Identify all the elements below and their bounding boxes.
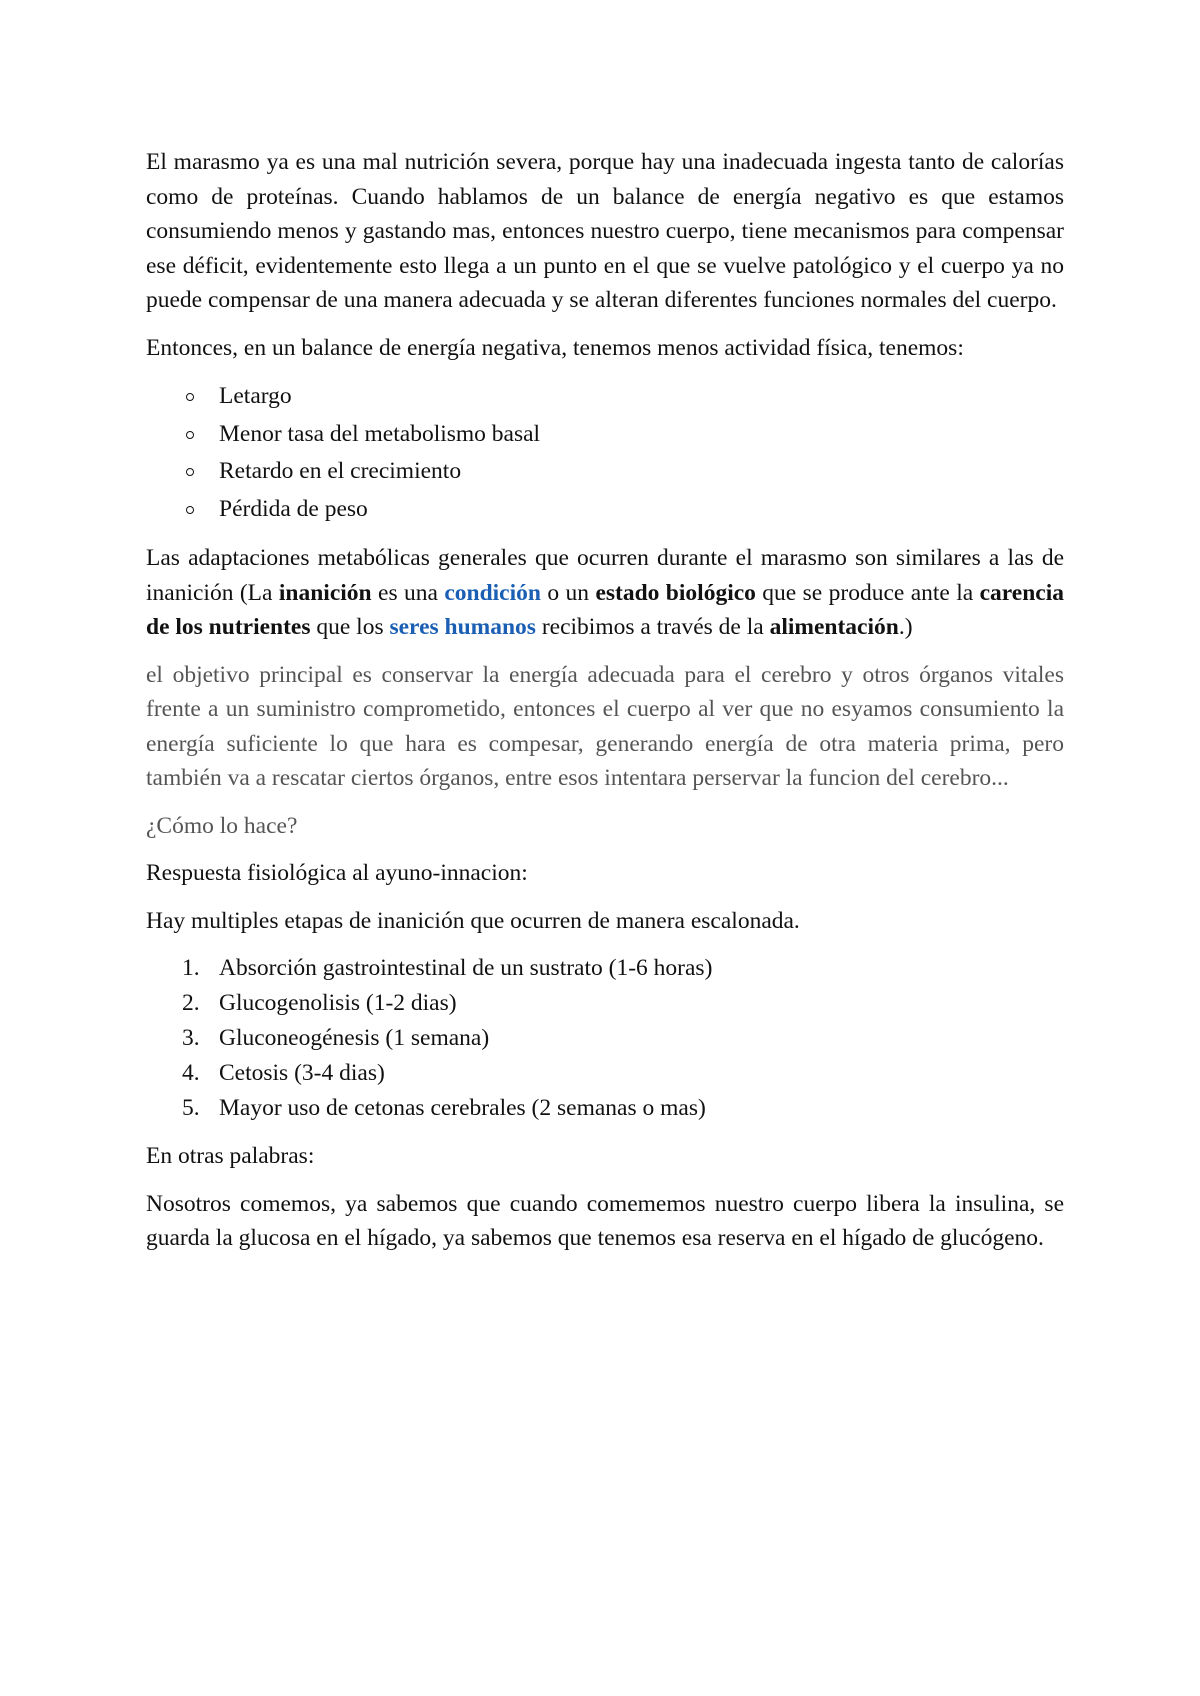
list-item-text: Glucogenolisis (1-2 dias) [219,990,457,1016]
list-item [146,1091,1064,1126]
list-item [146,951,1064,986]
text-run: recibimos a través de la [535,614,770,640]
paragraph-nosotros-comemos: Nosotros comemos, ya sabemos que cuando comememos nuestro cuerpo libera la insulina, se guarda la glucosa en el hígado, ya sabemos que tenemos esa reserva en el hígado de glucógeno. [146,1190,1064,1251]
text-run: que se produce ante la [755,579,980,606]
text-run: que los [310,614,390,640]
list-item: Pérdida de peso [146,491,1064,529]
paragraph-etapas: Hay multiples etapas de inanición que ocurren de manera escalonada. [146,907,800,934]
bold-term-carencia-nutrientes: carencia de los nutrientes [146,579,1065,640]
paragraph-respuesta-fisiologica: Respuesta fisiológica al ayuno-innacion: [146,860,528,886]
bold-term-alimentacion: alimentación [769,614,899,640]
list-item: Retardo en el crecimiento [146,453,1064,491]
text-run: Las adaptaciones metabólicas generales que ocurren durante el marasmo son similares a las de inanición (La [146,545,1064,606]
list-number: 5. [182,1095,200,1121]
list-number: 2. [182,990,200,1016]
list-item-text: Gluconeogénesis (1 semana) [219,1025,490,1051]
list-number: 4. [182,1060,200,1086]
link-seres-humanos[interactable]: seres humanos [389,614,536,640]
symptoms-list [146,378,1064,528]
list-item [146,1056,1064,1091]
paragraph-como-lo-hace: ¿Cómo lo hace? [146,812,298,839]
list-item-text: Cetosis (3-4 dias) [219,1060,385,1086]
text-run: o un [540,579,596,606]
text-run: es una [371,579,445,606]
bold-term-estado-biologico: estado biológico [595,579,756,606]
list-item [146,1021,1064,1056]
paragraph-adaptaciones [146,541,1064,645]
paragraph-balance-negativo: Entonces, en un balance de energía negativa, tenemos menos actividad física, tenemos: [146,334,964,361]
stages-list [146,951,1064,1126]
list-item: Letargo [146,378,1064,416]
paragraph-otras-palabras: En otras palabras: [146,1143,315,1169]
paragraph-objetivo: el objetivo principal es conservar la energía adecuada para el cerebro y otros órganos vitales frente a un suministro comprometido, entonces el cuerpo al ver que no esyamos consumiento la energía suficiente lo que hara es compesar, generando energía de otra materia prima, pero también va a rescatar ciertos órganos, entre esos intentara perservar la funcion del cerebro... [146,661,1064,791]
paragraph-marasmo-intro: El marasmo ya es una mal nutrición severa, porque hay una inadecuada ingesta tanto de calorías como de proteínas. Cuando hablamos de un balance de energía negativo es que estamos consumiendo menos y gastando mas, entonces nuestro cuerpo, tiene mecanismos para compensar ese déficit, evidentemente esto llega a un punto en el que se vuelve patológico y el cuerpo ya no puede compensar de una manera adecuada y se alteran diferentes funciones normales del cuerpo. [146,149,1064,313]
list-item-text: Mayor uso de cetonas cerebrales (2 semanas o mas) [219,1095,706,1121]
list-number: 1. [182,955,200,981]
list-item: Menor tasa del metabolismo basal [146,416,1064,454]
list-item [146,986,1064,1021]
list-number: 3. [182,1025,200,1051]
bold-term-inanicion: inanición [278,579,372,606]
link-condicion[interactable]: condición [444,579,541,606]
text-run: .) [898,614,913,640]
list-item-text: Absorción gastrointestinal de un sustrato (1-6 horas) [219,955,713,981]
